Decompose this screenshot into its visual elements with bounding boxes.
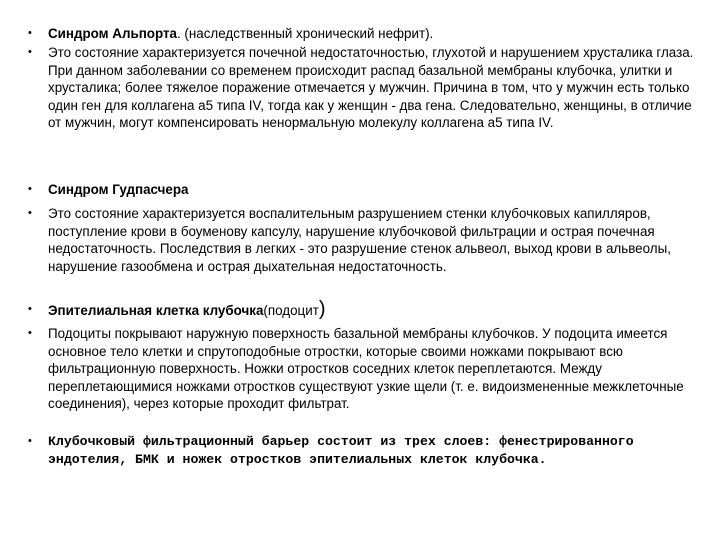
list-item-podocyte-description [28, 325, 696, 413]
list-item-alport-description [28, 44, 696, 132]
bullet-icon: • [28, 303, 32, 315]
podocyte-title: Эпителиальная клетка клубочка [48, 303, 264, 318]
podocyte-paren-close: ) [318, 298, 326, 320]
bullet-icon: • [28, 435, 32, 447]
list-item-goodpasture-title [28, 181, 696, 199]
bullet-icon: • [28, 207, 32, 219]
goodpasture-title: Синдром Гудпасчера [48, 182, 189, 197]
bullet-icon: • [28, 183, 32, 195]
bullet-icon: • [28, 27, 32, 39]
bullet-icon: • [28, 46, 32, 58]
alport-title: Синдром Альпорта [48, 26, 177, 41]
filtration-barrier-text: Клубочковый фильтрационный барьер состоит из трех слоев: фенестрированного эндотелия, БМК и ножек отростков эпителиальных клеток клубочка. [48, 434, 634, 467]
list-item-alport-title [28, 25, 696, 43]
podocyte-description: Подоциты покрывают наружную поверхность базальной мембраны клубочков. У подоцита имеется основное тело клетки и спрутоподобные отростки, которые своими ножками покрывают всю фильтрационную поверхность. Ножки отростков соседних клеток переплетаются. Между переплетающимися ножками отростков существуют узкие щели (т. е. видоизмененные межклеточные соединения), через которые проходит фильтрат. [48, 326, 684, 412]
list-item-filtration-barrier [28, 433, 696, 468]
podocyte-paren-text: подоцит [267, 303, 319, 318]
list-item-goodpasture-description [28, 205, 696, 275]
alport-description: Это состояние характеризуется почечной недостаточностью, глухотой и нарушением хрусталика глаза. При данном заболевании со временем происходит распад базальной мембраны клубочка, улитки и хрусталика; более тяжелое поражение отмечается у мужчин. Причина в том, что у мужчин есть только один ген для коллагена а5 типа IV, тогда как у женщин - два гена. Следовательно, женщины, в отличие от мужчин, могут компенсировать ненормальную молекулу коллагена а5 типа IV. [48, 45, 694, 131]
bullet-icon: • [28, 327, 32, 339]
alport-title-suffix: . (наследственный хронический нефрит). [176, 26, 434, 41]
podocyte-paren-open: ( [263, 303, 268, 318]
goodpasture-description: Это состояние характеризуется воспалительным разрушением стенки клубочковых капилляров, поступление крови в боуменову капсулу, нарушение клубочковой фильтрации и острая почечная недостаточность. Последствия в легких - это разрушение стенок альвеол, выход крови в альвеолы, нарушение газообмена и острая дыхательная недостаточность. [48, 206, 671, 274]
list-item-podocyte-title [28, 298, 696, 320]
